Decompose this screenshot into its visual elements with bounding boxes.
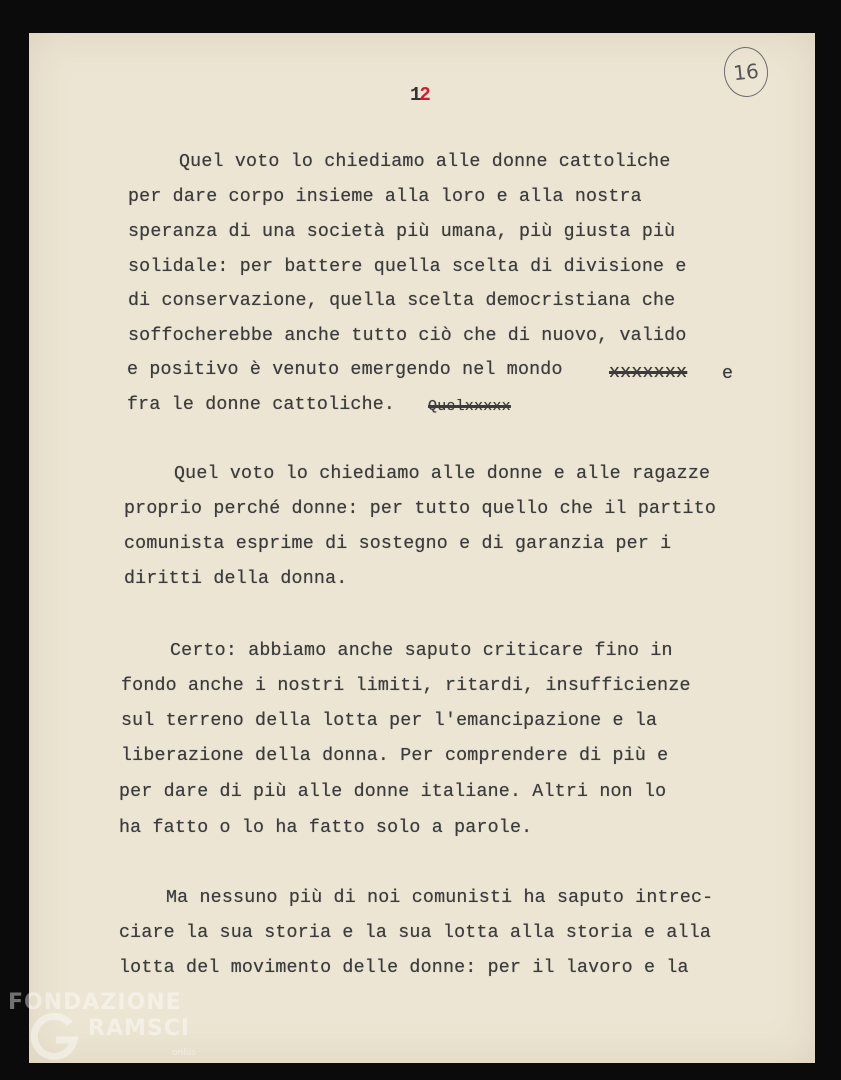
- struck-word: Quelxxxxx: [428, 398, 511, 415]
- text-line: di conservazione, quella scelta democristiana che: [128, 291, 676, 311]
- text-line: Quel voto lo chiediamo alle donne e alle ragazze: [174, 464, 711, 484]
- page-number-black: 1: [410, 84, 420, 106]
- watermark-line1: FONDAZIONE: [8, 990, 182, 1015]
- text-line: e positivo è venuto emergendo nel mondo: [127, 360, 563, 380]
- text-line: liberazione della donna. Per comprendere di più e: [121, 746, 669, 766]
- page-number-red: 2: [419, 84, 429, 106]
- text-line: e: [722, 364, 734, 384]
- text-line: Certo: abbiamo anche saputo criticare fino in: [170, 641, 673, 661]
- text-line: ciare la sua storia e la sua lotta alla storia e alla: [119, 923, 712, 943]
- text-line: soffocherebbe anche tutto ciò che di nuovo, valido: [128, 326, 687, 346]
- text-line: proprio perché donne: per tutto quello che il partito: [124, 499, 717, 519]
- text-line: Quel voto lo chiediamo alle donne cattoliche: [179, 152, 671, 172]
- text-line: per dare corpo insieme alla loro e alla nostra: [128, 187, 642, 207]
- watermark-line2: RAMSCI: [88, 1016, 191, 1041]
- text-line: speranza di una società più umana, più giusta più: [128, 222, 676, 242]
- text-line: per dare di più alle donne italiane. Altri non lo: [119, 782, 667, 802]
- text-line: Ma nessuno più di noi comunisti ha saputo intrec-: [166, 888, 714, 908]
- page-number: [410, 84, 429, 106]
- text-line: fra le donne cattoliche.: [127, 395, 396, 415]
- circled-page-number: 16: [722, 45, 771, 99]
- g-logo-icon: [30, 1010, 80, 1060]
- text-line: diritti della donna.: [124, 569, 348, 589]
- watermark-logo: [0, 986, 230, 1080]
- text-line: fondo anche i nostri limiti, ritardi, insufficienze: [121, 676, 691, 696]
- text-line: ha fatto o lo ha fatto solo a parole.: [119, 818, 533, 838]
- text-line: solidale: per battere quella scelta di divisione e: [128, 257, 687, 277]
- struck-word: xxxxxxx: [609, 363, 688, 383]
- text-line: lotta del movimento delle donne: per il lavoro e la: [119, 958, 689, 978]
- text-line: comunista esprime di sostegno e di garanzia per i: [124, 534, 672, 554]
- text-line: sul terreno della lotta per l'emancipazione e la: [121, 711, 658, 731]
- watermark-line3: onlus: [172, 1048, 197, 1058]
